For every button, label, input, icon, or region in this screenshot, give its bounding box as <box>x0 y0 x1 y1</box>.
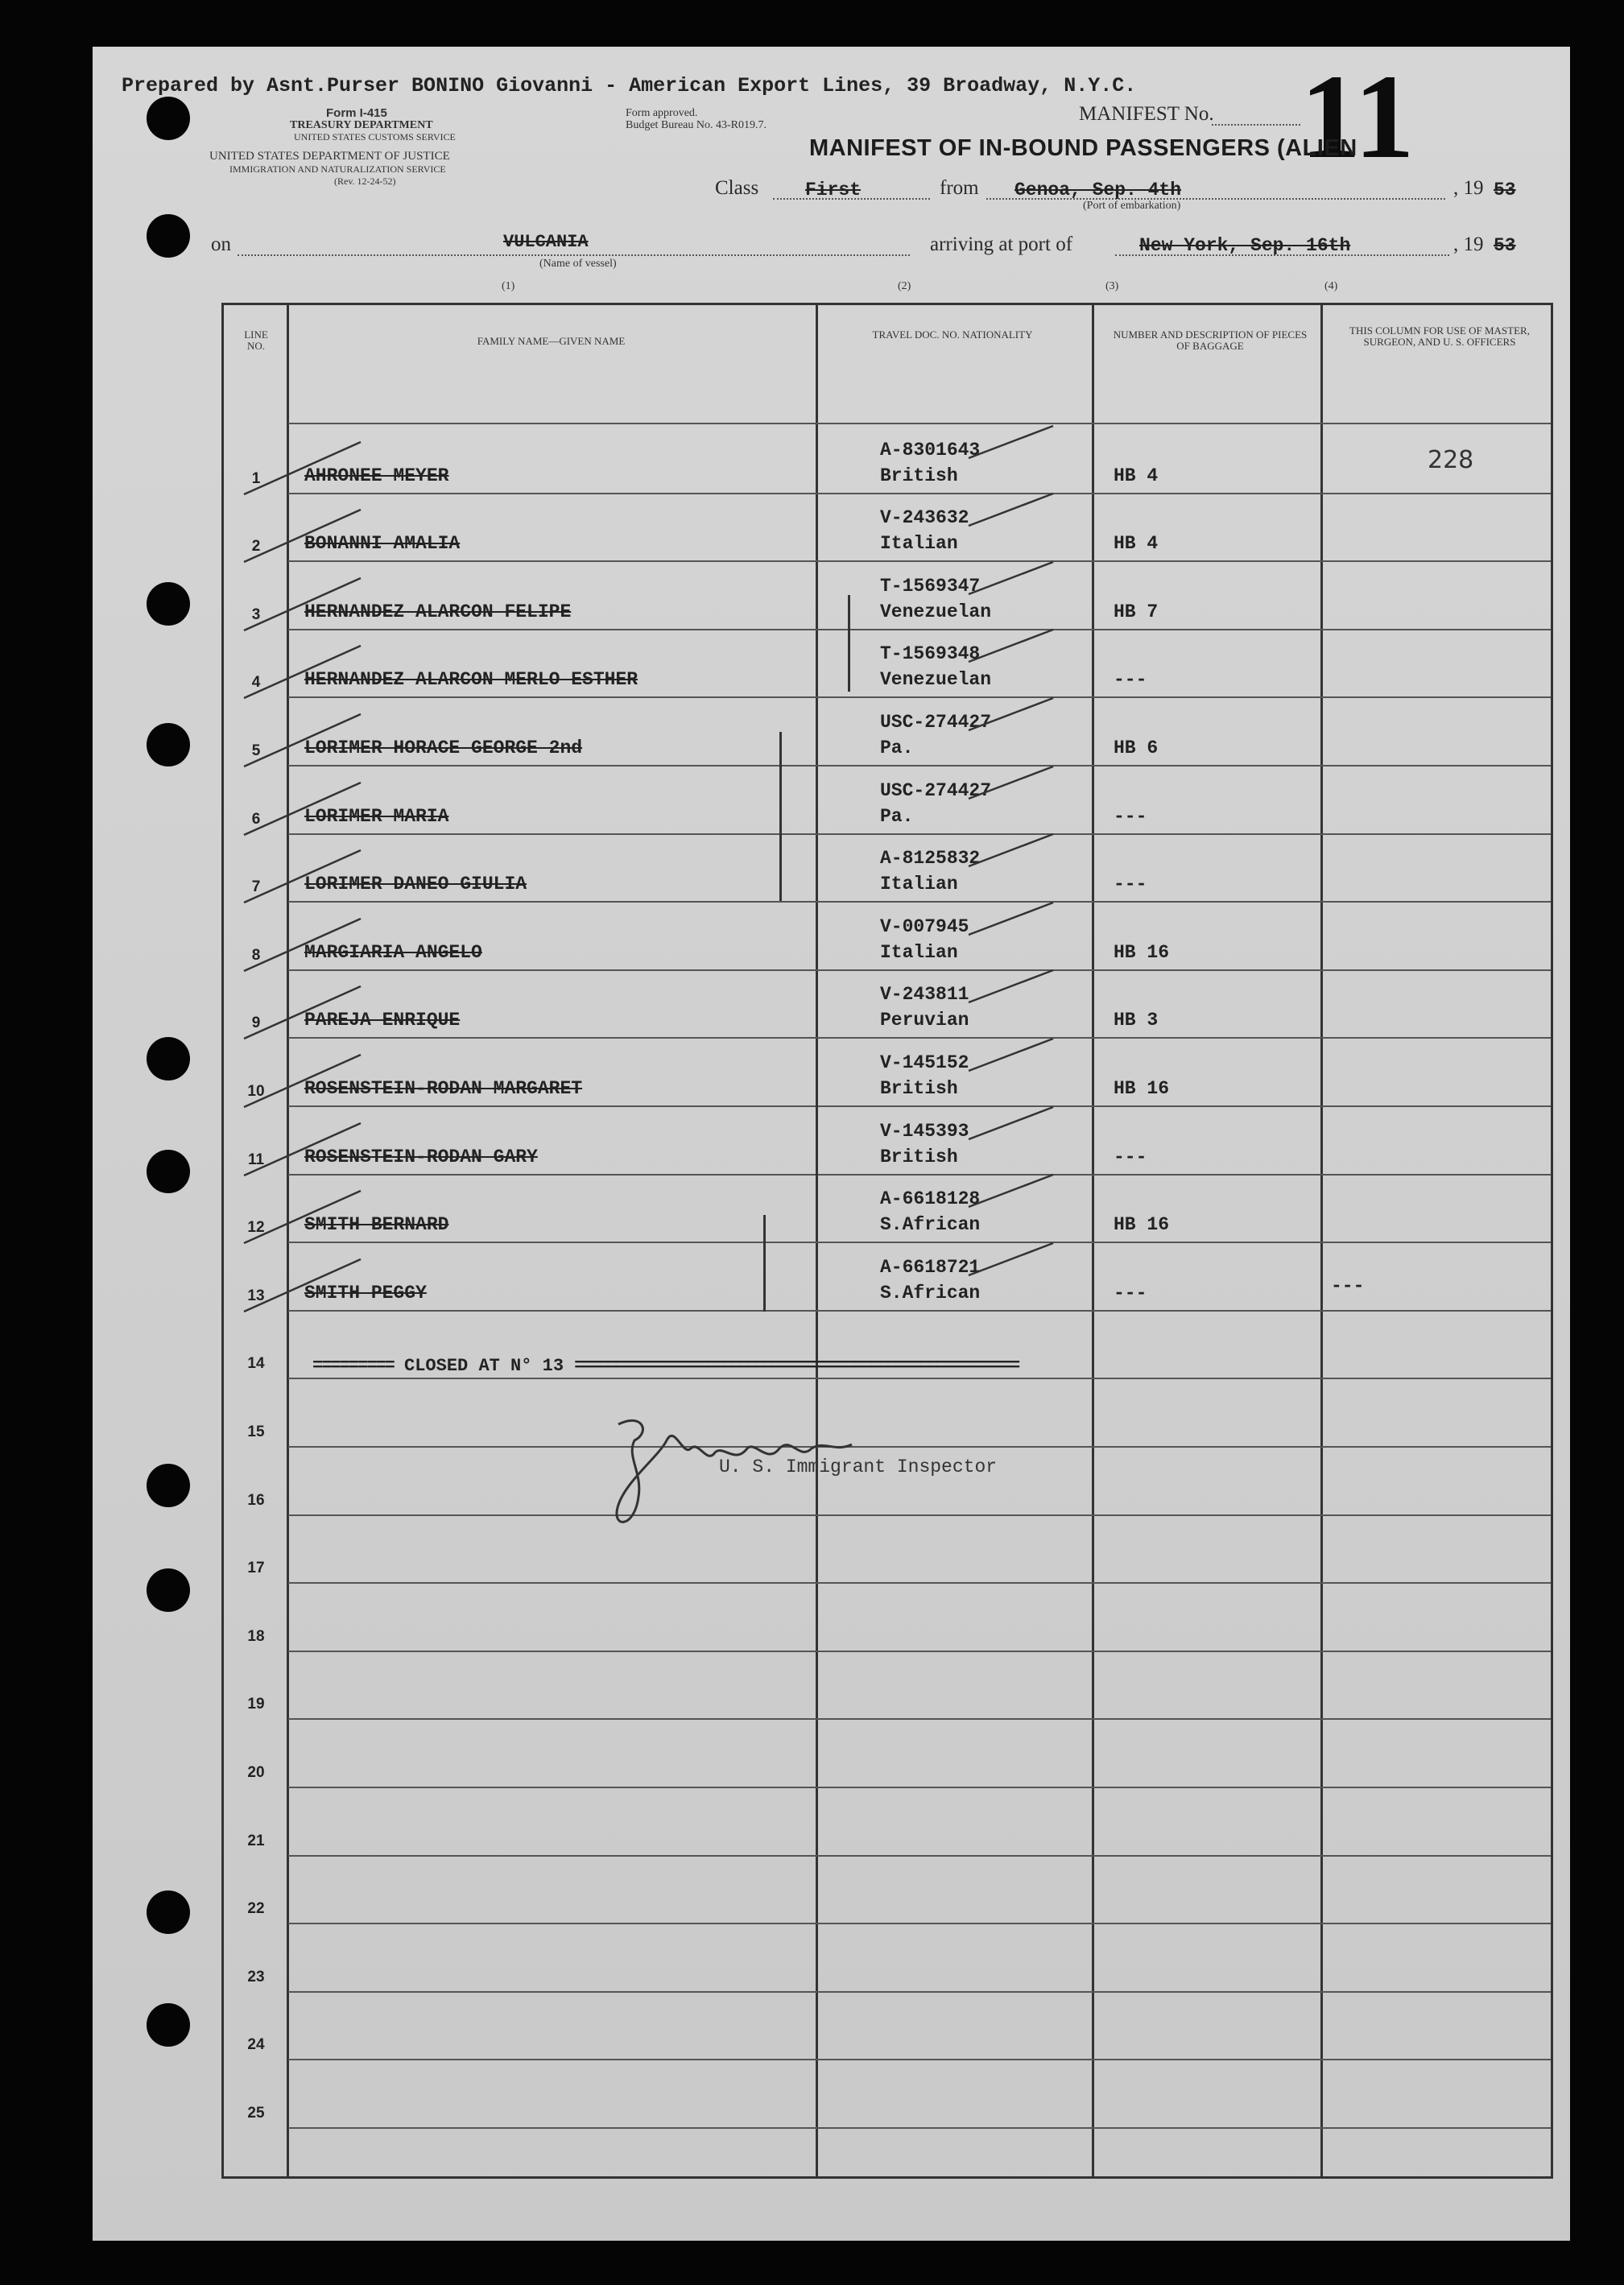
officer-note: --- <box>1331 1275 1365 1296</box>
table-row <box>224 2060 1551 2129</box>
manifest-number: 11 <box>1300 50 1415 184</box>
officer-note: 228 <box>1428 445 1474 474</box>
nationality: Venezuelan <box>880 669 992 691</box>
line-number: 8 <box>251 946 261 964</box>
passenger-name: ROSENSTEIN-RODAN GARY <box>304 1146 538 1167</box>
line-number: 6 <box>251 810 261 828</box>
line-number: 19 <box>247 1696 265 1713</box>
binder-hole <box>147 2003 190 2047</box>
passenger-table <box>221 303 1553 2179</box>
baggage: --- <box>1114 805 1147 827</box>
table-row <box>224 1039 1551 1107</box>
check-stroke <box>240 498 401 570</box>
nationality: Italian <box>880 533 958 555</box>
passenger-name: LORIMER MARIA <box>304 805 449 827</box>
vessel-dots <box>238 254 910 256</box>
baggage: HB 3 <box>1114 1010 1159 1031</box>
travel-doc-no: USC-274427 <box>880 779 992 801</box>
check-stroke <box>240 771 401 843</box>
table-row <box>224 971 1551 1039</box>
customs-service: UNITED STATES CUSTOMS SERVICE <box>294 131 456 143</box>
table-row <box>224 1652 1551 1721</box>
prepared-by-line: Prepared by Asnt.Purser BONINO Giovanni - American Export Lines, 39 Broadway, N.Y.C. <box>122 74 1137 97</box>
from-label: from <box>940 177 979 199</box>
baggage: --- <box>1114 669 1147 691</box>
check-stroke <box>965 762 1061 803</box>
baggage: HB 16 <box>1114 1214 1170 1236</box>
check-stroke <box>240 1111 401 1184</box>
table-row <box>224 1993 1551 2061</box>
class-value: First <box>805 180 862 200</box>
table-row <box>224 1516 1551 1585</box>
passenger-name: LORIMER DANEO GIULIA <box>304 874 527 895</box>
baggage: HB 4 <box>1114 533 1159 555</box>
check-stroke <box>965 422 1061 462</box>
arriving-label: arriving at port of <box>930 233 1073 255</box>
inspector-title: U. S. Immigrant Inspector <box>719 1457 998 1477</box>
check-stroke <box>965 558 1061 598</box>
family-bracket <box>779 732 782 901</box>
line-number: 7 <box>251 878 261 896</box>
line-number: 3 <box>251 605 261 623</box>
travel-doc-no: USC-274427 <box>880 711 992 733</box>
table-row <box>224 835 1551 903</box>
nationality: British <box>880 1077 958 1099</box>
nationality: S.African <box>880 1214 981 1236</box>
binder-hole <box>147 723 190 766</box>
family-bracket <box>816 1070 818 1183</box>
header-officers: THIS COLUMN FOR USE OF MASTER, SURGEON, AND U. S. OFFICERS <box>1349 324 1530 348</box>
line-number: 12 <box>247 1219 265 1237</box>
nationality: Pa. <box>880 805 914 827</box>
binder-hole <box>147 214 190 258</box>
closing-dash-left: ========= <box>312 1356 394 1376</box>
baggage: HB 7 <box>1114 601 1159 622</box>
check-stroke <box>965 490 1061 530</box>
check-stroke <box>240 702 401 775</box>
arrival-year-value: 53 <box>1494 235 1516 256</box>
travel-doc-no: V-145152 <box>880 1052 969 1073</box>
travel-doc-no: T-1569348 <box>880 643 981 665</box>
passenger-name: BONANNI AMALIA <box>304 533 461 555</box>
line-number: 18 <box>247 1627 265 1645</box>
check-stroke <box>240 1179 401 1251</box>
nationality: Italian <box>880 941 958 963</box>
header-line-no: LINE NO. <box>244 328 268 352</box>
manifest-no-label: MANIFEST No. <box>1079 103 1214 125</box>
header-name: FAMILY NAME—GIVEN NAME <box>477 335 626 347</box>
table-row <box>224 1924 1551 1993</box>
department-of-justice: UNITED STATES DEPARTMENT OF JUSTICE <box>209 150 450 163</box>
col-number: (1) <box>502 280 515 292</box>
binder-hole <box>147 582 190 626</box>
travel-doc-no: V-243811 <box>880 984 969 1006</box>
check-stroke <box>240 566 401 638</box>
line-number: 21 <box>247 1832 265 1849</box>
check-stroke <box>240 634 401 706</box>
budget-bureau: Budget Bureau No. 43-R019.7. <box>626 119 767 131</box>
check-stroke <box>965 899 1061 939</box>
table-row <box>224 1176 1551 1244</box>
manifest-no-dots <box>1212 124 1300 126</box>
line-number: 1 <box>251 469 261 487</box>
line-number: 25 <box>247 2104 265 2122</box>
arrival-year-prefix: , 19 <box>1453 233 1484 255</box>
header-baggage: NUMBER AND DESCRIPTION OF PIECES OF BAGGAGE <box>1113 328 1308 352</box>
form-approved: Form approved. <box>626 107 698 119</box>
passenger-name: HERNANDEZ ALARCON MERLO ESTHER <box>304 669 638 691</box>
col-number: (3) <box>1105 280 1119 292</box>
baggage: --- <box>1114 1146 1147 1167</box>
line-number: 13 <box>247 1287 265 1304</box>
treasury-department: TREASURY DEPARTMENT <box>290 119 433 131</box>
header-travel-doc: TRAVEL DOC. NO. NATIONALITY <box>872 328 1033 341</box>
travel-doc-no: T-1569347 <box>880 575 981 597</box>
travel-doc-no: V-007945 <box>880 915 969 937</box>
baggage: --- <box>1114 1282 1147 1304</box>
line-number: 10 <box>247 1082 265 1100</box>
travel-doc-no: A-8125832 <box>880 848 981 870</box>
nationality: Italian <box>880 874 958 895</box>
binder-hole <box>147 1150 190 1193</box>
passenger-name: PAREJA ENRIQUE <box>304 1010 461 1031</box>
binder-hole <box>147 1037 190 1081</box>
table-row <box>224 1379 1551 1448</box>
check-stroke <box>965 966 1061 1006</box>
table-row <box>224 1857 1551 1925</box>
nationality: British <box>880 1146 958 1167</box>
manifest-title: MANIFEST OF IN-BOUND PASSENGERS (ALIEN <box>809 135 1357 161</box>
travel-doc-no: A-6618128 <box>880 1188 981 1210</box>
travel-doc-no: V-243632 <box>880 507 969 529</box>
table-row <box>224 1788 1551 1857</box>
table-row <box>224 426 1551 494</box>
check-stroke <box>965 1239 1061 1279</box>
table-row <box>224 766 1551 835</box>
arriving-value: New York, Sep. 16th <box>1139 235 1351 256</box>
closed-at-line <box>312 1356 1018 1376</box>
check-stroke <box>240 838 401 911</box>
nationality: Venezuelan <box>880 601 992 622</box>
nationality: S.African <box>880 1282 981 1304</box>
nationality: British <box>880 465 958 486</box>
family-bracket <box>848 595 850 692</box>
year-prefix: , 19 <box>1453 177 1484 199</box>
passenger-name: SMITH BERNARD <box>304 1214 449 1236</box>
check-stroke <box>965 1171 1061 1211</box>
table-row <box>224 1584 1551 1652</box>
nationality: Pa. <box>880 737 914 758</box>
line-number: 5 <box>251 742 261 759</box>
baggage: HB 4 <box>1114 465 1159 486</box>
manifest-sheet <box>93 47 1570 2241</box>
closed-at-text: CLOSED AT N° 13 <box>404 1356 564 1376</box>
line-number: 17 <box>247 1560 265 1577</box>
header-rule <box>288 423 1551 424</box>
baggage: HB 16 <box>1114 1077 1170 1099</box>
col-number: (4) <box>1324 280 1338 292</box>
binder-hole <box>147 97 190 140</box>
check-stroke <box>965 1103 1061 1143</box>
port-of-embarkation-caption: (Port of embarkation) <box>1083 200 1181 212</box>
check-stroke <box>240 1247 401 1320</box>
passenger-name: AHRONEE MEYER <box>304 465 449 486</box>
binder-hole <box>147 1464 190 1507</box>
passenger-name: SMITH PEGGY <box>304 1282 427 1304</box>
class-label: Class <box>715 177 759 199</box>
row-rule <box>288 2127 1551 2129</box>
vessel-caption: (Name of vessel) <box>539 258 617 270</box>
table-row <box>224 903 1551 971</box>
nationality: Peruvian <box>880 1010 969 1031</box>
family-bracket <box>763 1215 766 1312</box>
line-number: 20 <box>247 1763 265 1781</box>
on-label: on <box>211 233 231 255</box>
table-row <box>224 562 1551 630</box>
travel-doc-no: A-6618721 <box>880 1256 981 1278</box>
table-row <box>224 1243 1551 1312</box>
check-stroke <box>965 830 1061 870</box>
line-number: 24 <box>247 2036 265 2054</box>
revision-date: (Rev. 12-24-52) <box>334 176 396 187</box>
line-number: 15 <box>247 1423 265 1440</box>
line-number: 14 <box>247 1355 265 1373</box>
baggage: --- <box>1114 874 1147 895</box>
check-stroke <box>240 430 401 502</box>
travel-doc-no: A-8301643 <box>880 439 981 461</box>
table-row <box>224 1107 1551 1176</box>
line-number: 9 <box>251 1014 261 1032</box>
year-value: 53 <box>1494 180 1516 200</box>
line-number: 4 <box>251 674 261 692</box>
passenger-name: ROSENSTEIN-RODAN MARGARET <box>304 1077 583 1099</box>
line-number: 16 <box>247 1491 265 1509</box>
check-stroke <box>965 694 1061 734</box>
vessel-name: VULCANIA <box>503 232 589 252</box>
check-stroke <box>240 907 401 979</box>
check-stroke <box>240 974 401 1047</box>
passenger-name: HERNANDEZ ALARCON FELIPE <box>304 601 572 622</box>
check-stroke <box>240 1043 401 1115</box>
table-row <box>224 630 1551 699</box>
ins-line: IMMIGRATION AND NATURALIZATION SERVICE <box>229 163 446 175</box>
passenger-name: LORIMER HORACE GEORGE 2nd <box>304 737 583 758</box>
binder-hole <box>147 1890 190 1934</box>
form-number: Form I-415 <box>326 106 387 120</box>
travel-doc-no: V-145393 <box>880 1120 969 1142</box>
passenger-name: MARGIARIA ANGELO <box>304 941 482 963</box>
table-row <box>224 494 1551 563</box>
line-number: 22 <box>247 1900 265 1918</box>
line-number: 11 <box>247 1151 265 1168</box>
baggage: HB 16 <box>1114 941 1170 963</box>
check-stroke <box>965 626 1061 666</box>
col-number: (2) <box>898 280 911 292</box>
table-row <box>224 698 1551 766</box>
baggage: HB 6 <box>1114 737 1159 758</box>
table-row <box>224 1720 1551 1788</box>
binder-hole <box>147 1568 190 1612</box>
line-number: 23 <box>247 1968 265 1985</box>
check-stroke <box>965 1035 1061 1075</box>
line-number: 2 <box>251 538 261 556</box>
closing-dash-right: ====================================================== <box>574 1356 1019 1376</box>
from-value: Genoa, Sep. 4th <box>1014 180 1182 200</box>
